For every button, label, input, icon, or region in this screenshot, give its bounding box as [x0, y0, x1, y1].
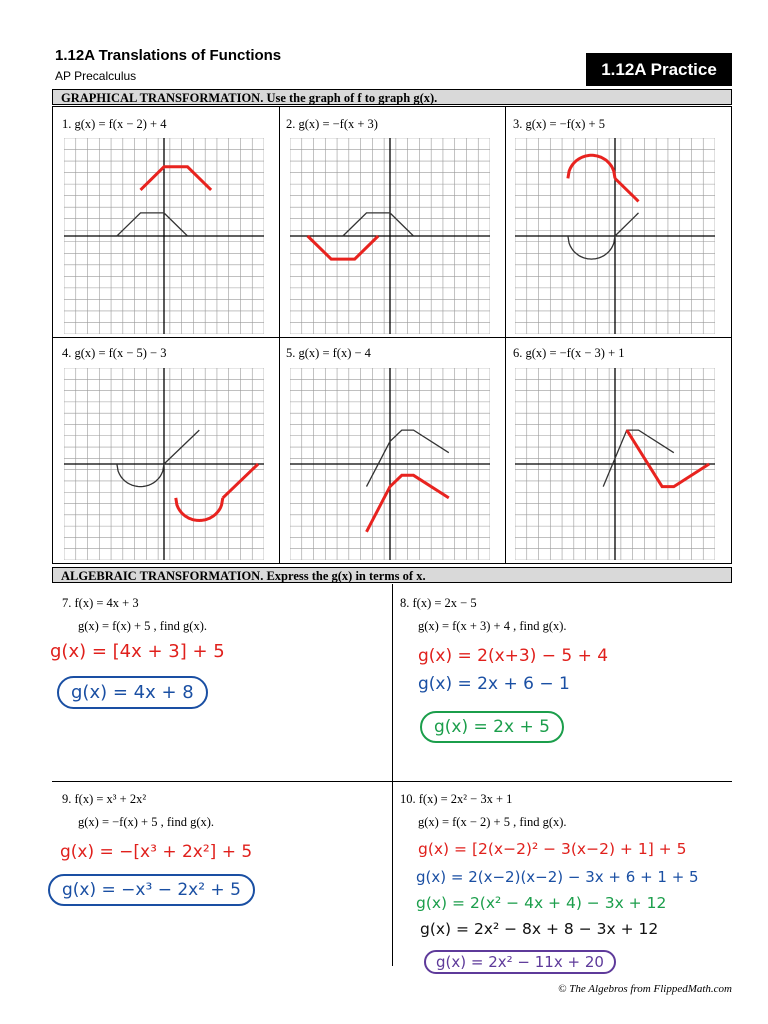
- problem-8-find: g(x) = f(x + 3) + 4 , find g(x).: [418, 619, 567, 633]
- footer-credit: © The Algebros from FlippedMath.com: [558, 983, 732, 995]
- graphical-heading: GRAPHICAL TRANSFORMATION. Use the graph of f to graph g(x).: [52, 89, 732, 105]
- problem-8-work-1: g(x) = 2(x+3) − 5 + 4: [418, 646, 609, 666]
- problem-10-work-3: g(x) = 2(x² − 4x + 4) − 3x + 12: [416, 894, 667, 912]
- page-title: 1.12A Translations of Functions: [55, 47, 282, 64]
- algebraic-heading: ALGEBRAIC TRANSFORMATION. Express the g(x) in terms of x.: [52, 567, 732, 583]
- graph-3: [515, 138, 715, 334]
- problem-3-label: 3. g(x) = −f(x) + 5: [513, 117, 605, 131]
- graph-6: [515, 368, 715, 560]
- graph-2: [290, 138, 490, 334]
- problem-6-label: 6. g(x) = −f(x − 3) + 1: [513, 346, 625, 360]
- problem-7-find: g(x) = f(x) + 5 , find g(x).: [78, 619, 207, 633]
- problem-9-work-1: g(x) = −[x³ + 2x²] + 5: [60, 842, 253, 862]
- problem-10-work-1: g(x) = [2(x−2)² − 3(x−2) + 1] + 5: [418, 840, 687, 858]
- problem-2-label: 2. g(x) = −f(x + 3): [286, 117, 378, 131]
- problem-9-answer: g(x) = −x³ − 2x² + 5: [48, 874, 255, 906]
- f-graph: [117, 213, 188, 236]
- f-graph: [343, 213, 414, 236]
- problem-7-work-1: g(x) = [4x + 3] + 5: [50, 641, 225, 662]
- g-graph: [308, 236, 379, 259]
- graph-4: [64, 368, 264, 560]
- problem-10-answer: g(x) = 2x² − 11x + 20: [424, 950, 616, 974]
- divider: [52, 781, 732, 782]
- problem-10-work-4: g(x) = 2x² − 8x + 8 − 3x + 12: [420, 920, 659, 938]
- divider: [505, 106, 506, 564]
- problem-8-given: 8. f(x) = 2x − 5: [400, 596, 477, 610]
- graph-5: [290, 368, 490, 560]
- problem-4-label: 4. g(x) = f(x − 5) − 3: [62, 346, 167, 360]
- g-graph: [141, 167, 212, 190]
- problem-7-given: 7. f(x) = 4x + 3: [62, 596, 139, 610]
- problem-10-given: 10. f(x) = 2x² − 3x + 1: [400, 792, 513, 806]
- problem-8-answer: g(x) = 2x + 5: [420, 711, 564, 743]
- problem-9-given: 9. f(x) = x³ + 2x²: [62, 792, 147, 806]
- problem-5-label: 5. g(x) = f(x) − 4: [286, 346, 371, 360]
- graph-1: [64, 138, 264, 334]
- divider: [279, 106, 280, 564]
- problem-7-answer: g(x) = 4x + 8: [57, 676, 208, 709]
- g-graph: [568, 155, 639, 201]
- divider: [392, 584, 393, 966]
- problem-1-label: 1. g(x) = f(x − 2) + 4: [62, 117, 167, 131]
- problem-10-work-2: g(x) = 2(x−2)(x−2) − 3x + 6 + 1 + 5: [416, 868, 699, 886]
- problem-10-find: g(x) = f(x − 2) + 5 , find g(x).: [418, 815, 567, 829]
- page-subtitle: AP Precalculus: [55, 69, 137, 83]
- problem-9-find: g(x) = −f(x) + 5 , find g(x).: [78, 815, 215, 829]
- problem-8-work-2: g(x) = 2x + 6 − 1: [418, 674, 570, 694]
- divider: [52, 337, 732, 338]
- practice-badge: 1.12A Practice: [586, 53, 732, 86]
